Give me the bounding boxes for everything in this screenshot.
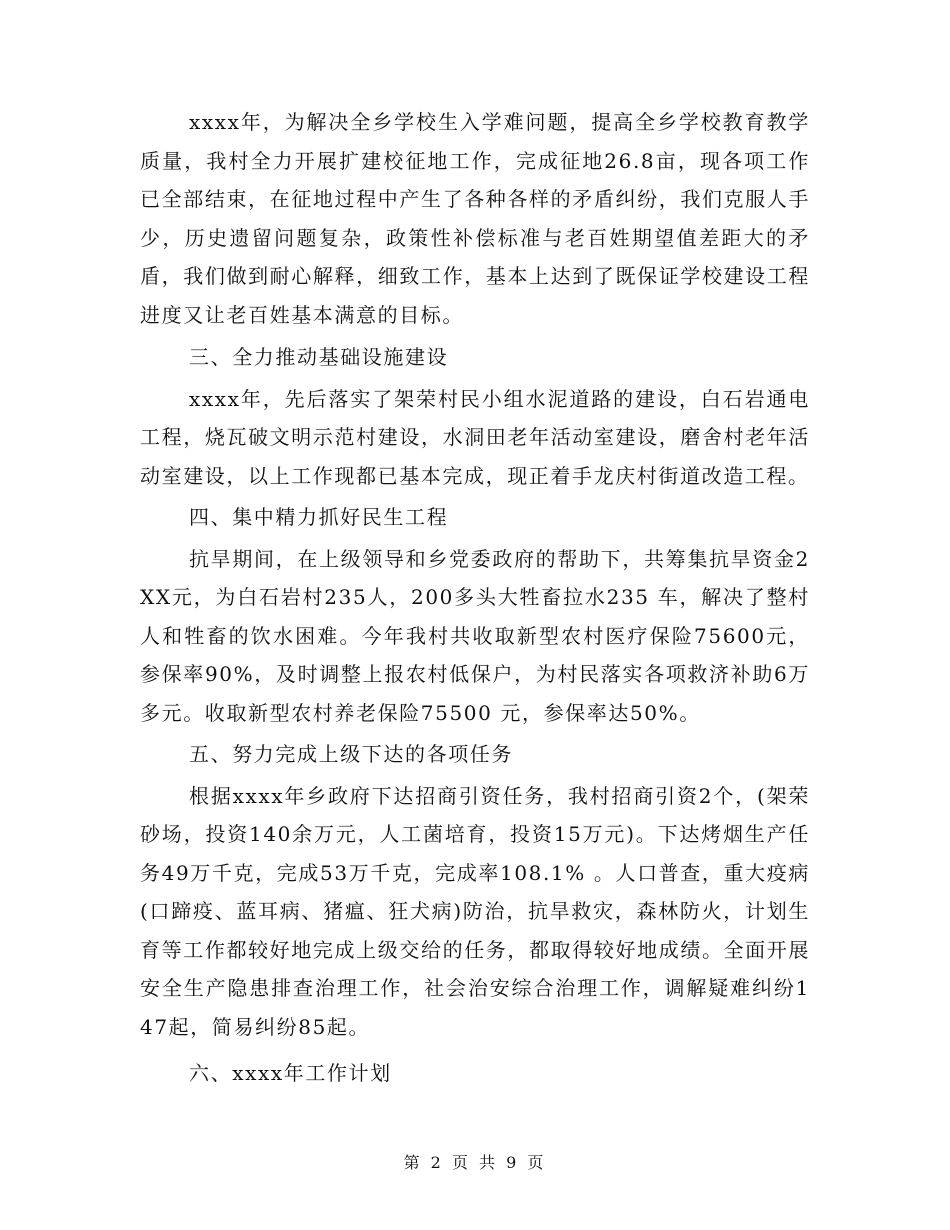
document-body bbox=[140, 103, 810, 1093]
section-heading-tasks: 五、努力完成上级下达的各项任务 bbox=[189, 742, 513, 766]
paragraph-land-acquisition: xxxx年，为解决全乡学校生入学难问题，提高全乡学校教育教学质量，我村全力开展扩建校征地工作，完成征地26.8亩，现各项工作已全部结束，在征地过程中产生了各种各样的矛盾纠纷，我们克服人手少，历史遗留问题复杂，政策性补偿标准与老百姓期望值差距大的矛盾，我们做到耐心解释，细致工作，基本上达到了既保证学校建设工程进度又让老百姓基本满意的目标。 bbox=[140, 110, 810, 327]
paragraph-livelihood: 抗旱期间，在上级领导和乡党委政府的帮助下，共筹集抗旱资金2XX元，为白石岩村235人，200多头大牲畜拉水235 车，解决了整村人和牲畜的饮水困难。今年我村共收取新型农村医疗保险75600元，参保率90%，及时调整上报农村低保户，为村民落实各项救济补助6万多元。收取新型农村养老保险75500 元，参保率达50%。 bbox=[140, 546, 810, 725]
paragraph-tasks: 根据xxxx年乡政府下达招商引资任务，我村招商引资2个，(架荣砂场，投资140余万元，人工菌培育，投资15万元)。下达烤烟生产任务49万千克，完成53万千克，完成率108.1% 。人口普查，重大疫病(口蹄疫、蓝耳病、猪瘟、狂犬病)防治，抗旱救灾，森林防火，计划生育等工作都较好地完成上级交给的任务，都取得较好地成绩。全面开展安全生产隐患排查治理工作，社会治安综合治理工作，调解疑难纠纷147起，简易纠纷85起。 bbox=[140, 783, 810, 1039]
paragraph-infrastructure: xxxx年，先后落实了架荣村民小组水泥道路的建设，白石岩通电工程，烧瓦破文明示范村建设，水洞田老年活动室建设，磨舍村老年活动室建设，以上工作现都已基本完成，现正着手龙庆村街道改造工程。 bbox=[140, 386, 810, 488]
section-heading-infrastructure: 三、全力推动基础设施建设 bbox=[189, 345, 449, 369]
page-number-footer: 第 2 页 共 9 页 bbox=[403, 1153, 547, 1172]
section-heading-livelihood: 四、集中精力抓好民生工程 bbox=[189, 505, 449, 529]
section-heading-work-plan: 六、xxxx年工作计划 bbox=[189, 1061, 392, 1085]
